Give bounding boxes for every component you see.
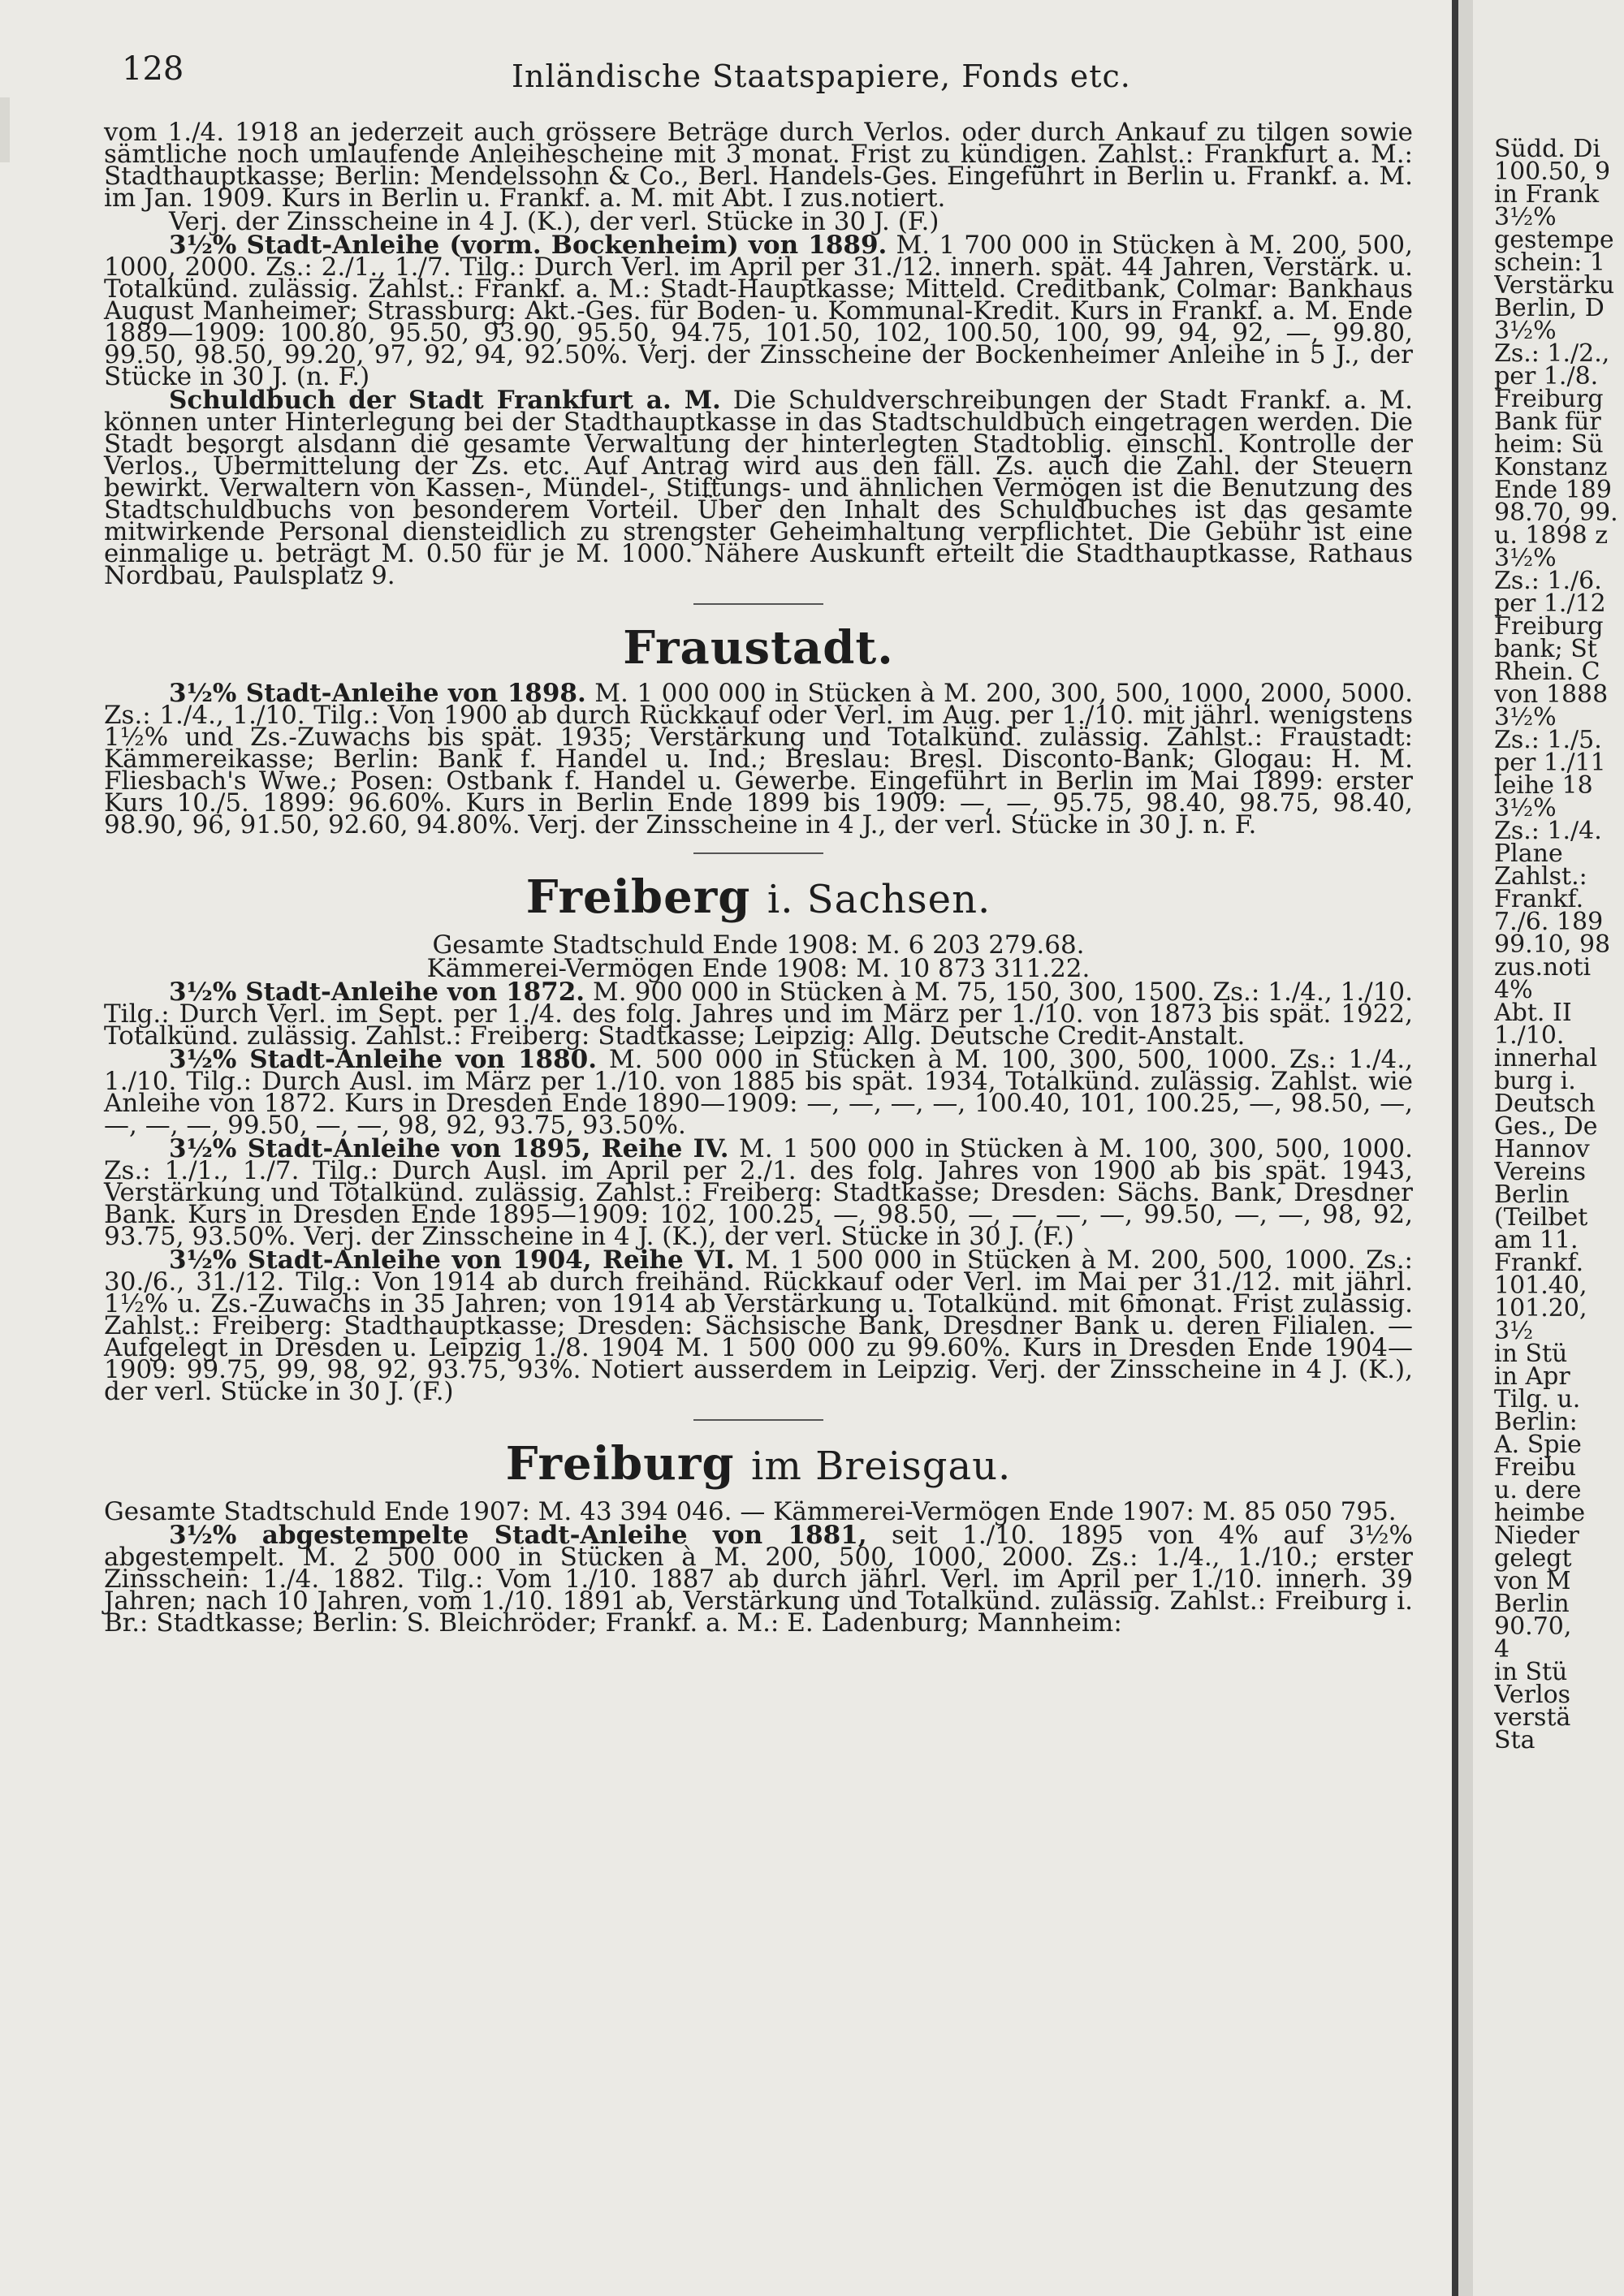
section-title-freiburg bbox=[104, 1439, 1413, 1491]
adjacent-page-line: heimbe bbox=[1494, 1499, 1586, 1527]
loan-text: M. 900 000 in Stücken à M. 75, 150, 300, 1500. Zs.: 1./4., 1./10. Tilg.: Durch Verl. im Sept. per 1./4. des folg. Jahres und im März per 1./10. von 1873 bis spät. 1922, Totalkünd. zulässig. Zahlst.: Freiberg: Stadtkasse; Leipzig: Allg. Deutsche Credit-Anstalt. bbox=[104, 978, 1413, 1051]
adjacent-page-line: Deutsch bbox=[1494, 1090, 1596, 1118]
adjacent-page-line: von M bbox=[1494, 1567, 1571, 1595]
intro-verjaehrung: Verj. der Zinsscheine in 4 J. (K.), der verl. Stücke in 30 J. (F.) bbox=[169, 207, 939, 236]
adjacent-page-line: Berlin bbox=[1494, 1590, 1570, 1618]
adjacent-page-line: 3½% bbox=[1494, 794, 1557, 822]
adjacent-page-line: per 1./12 bbox=[1494, 589, 1606, 618]
loan-text: M. 500 000 in Stücken à M. 100, 300, 500, 1000. Zs.: 1./4., 1./10. Tilg.: Durch Ausl. im März per 1./10. von 1885 bis spät. 1934, Totalkünd. zulässig. Zahlst. wie Anleihe von 1872. Kurs in Dresden Ende 1890—1909: —, —, —, —, 100.40, 101, 100.25, —, 98.50, —, —, —, —, 99.50, —, —, 98, 92, 93.75, 93.50%. bbox=[104, 1045, 1413, 1140]
adjacent-page-line: in Frank bbox=[1494, 180, 1599, 209]
adjacent-page-line: innerhal bbox=[1494, 1044, 1598, 1072]
adjacent-page-line: Zs.: 1./5. bbox=[1494, 726, 1602, 754]
loan-heading: 3½% Stadt-Anleihe von 1898. bbox=[169, 679, 586, 708]
schuldbuch-entry bbox=[104, 386, 1413, 590]
section-divider bbox=[693, 1419, 823, 1421]
section-divider bbox=[693, 603, 823, 605]
freiburg-loan-1881 bbox=[104, 1521, 1413, 1638]
adjacent-page-line: Vereins bbox=[1494, 1158, 1587, 1186]
adjacent-page-line: Frankf. bbox=[1494, 1249, 1584, 1277]
adjacent-page-line: per 1./8. bbox=[1494, 362, 1599, 391]
freiberg-loan-1880 bbox=[104, 1045, 1413, 1140]
adjacent-page-line: 99.10, 98 bbox=[1494, 930, 1611, 959]
adjacent-page-line: gestempe bbox=[1494, 226, 1614, 254]
adjacent-page-line: Berlin bbox=[1494, 1180, 1570, 1209]
loan-text: M. 1 700 000 in Stücken à M. 200, 500, 1000, 2000. Zs.: 2./1., 1./7. Tilg.: Durch Verl. im April per 31./12. innerh. spät. 44 Jahren, Verstärk. u. Totalkünd. zulässig. Zahlst.: Frankf. a. M.: Stadt-Hauptkasse; Mitteld. Creditbank, Colmar: Bankhaus August Manheimer; Strassburg: Akt.-Ges. für Boden- u. Kommunal-Kredit. Kurs in Frankf. a. M. Ende 1889—1909: 100.80, 95.50, 93.90, 95.50, 94.75, 101.50, 102, 100.50, 100, 99, 94, 92, —, 99.80, 99.50, 98.50, 99.20, 97, 92, 94, 92.50%. Verj. der Zinsscheine der Bockenheimer Anleihe in 5 J., der Stücke in 30 J. (n. F.) bbox=[104, 231, 1414, 391]
adjacent-page-line: Berlin: bbox=[1494, 1408, 1578, 1436]
adjacent-page-line: u. dere bbox=[1494, 1476, 1582, 1504]
page-header bbox=[122, 50, 1413, 99]
adjacent-page-line: 4 bbox=[1494, 1635, 1510, 1664]
adjacent-page-line: Tilg. u. bbox=[1494, 1385, 1581, 1413]
bockenheim-loan-entry bbox=[104, 231, 1414, 391]
adjacent-page-line: Zahlst.: bbox=[1494, 862, 1587, 891]
adjacent-page-line: Verlos bbox=[1494, 1681, 1571, 1709]
city-region: im Breisgau. bbox=[750, 1444, 1012, 1489]
adjacent-page-line: in Apr bbox=[1494, 1362, 1570, 1391]
margin-stain bbox=[0, 97, 10, 162]
adjacent-page-line: Nieder bbox=[1494, 1521, 1579, 1550]
adjacent-page-line: 3½% bbox=[1494, 544, 1557, 572]
adjacent-page-line: Verstärku bbox=[1494, 271, 1615, 300]
adjacent-page-line: 3½% bbox=[1494, 203, 1557, 231]
running-title: Inländische Staatspapiere, Fonds etc. bbox=[512, 58, 1131, 94]
adjacent-page-line: Sta bbox=[1494, 1726, 1535, 1752]
section-title-freiberg bbox=[104, 872, 1413, 925]
loan-heading: 3½% Stadt-Anleihe von 1904, Reihe VI. bbox=[169, 1245, 735, 1275]
adjacent-page-line: in Stü bbox=[1494, 1658, 1568, 1686]
adjacent-page-line: Ges., De bbox=[1494, 1112, 1598, 1141]
adjacent-page-line: heim: Sü bbox=[1494, 430, 1604, 459]
adjacent-page-line: 101.40, bbox=[1494, 1271, 1587, 1300]
adjacent-page-line: 100.50, 9 bbox=[1494, 158, 1611, 186]
adjacent-page-line: Hannov bbox=[1494, 1135, 1590, 1163]
adjacent-page-line: Abt. II bbox=[1494, 999, 1572, 1027]
adjacent-page-line: u. 1898 z bbox=[1494, 521, 1609, 550]
adjacent-page-line: verstä bbox=[1494, 1703, 1571, 1732]
assets-line: Kämmerei-Vermögen Ende 1908: M. 10 873 311.22. bbox=[426, 954, 1091, 983]
adjacent-page-line: am 11. bbox=[1494, 1226, 1579, 1254]
adjacent-page-line: 90.70, bbox=[1494, 1612, 1572, 1641]
adjacent-page-line: 7./6. 189 bbox=[1494, 908, 1604, 936]
adjacent-page-line: Freiburg bbox=[1494, 385, 1604, 413]
adjacent-page-line: leihe 18 bbox=[1494, 771, 1593, 800]
loan-text: M. 1 500 000 in Stücken à M. 200, 500, 1000. Zs.: 30./6., 31./12. Tilg.: Von 1914 ab durch freihänd. Rückkauf oder Verl. im Mai per 31./12. mit jährl. 1½% u. Zs.-Zuwachs in 35 Jahren; von 1914 ab Verstärkung u. Totalkünd. mit 6monat. Frist zulässig. Zahlst.: Freiberg: Stadthauptkasse; Dresden: Sächsische Bank, Dresdner Bank u. deren Filialen. — Aufgelegt in Dresden u. Leipzig 1./8. 1904 M. 1 500 000 zu 99.60%. Kurs in Dresden Ende 1904—1909: 99.75, 99, 98, 92, 93.75, 93%. Notiert ausserdem in Leipzig. Verj. der Zinsscheine in 4 J. (K.), der verl. Stücke in 30 J. (F.) bbox=[104, 1245, 1413, 1406]
total-debt-line: Gesamte Stadtschuld Ende 1907: M. 43 394 046. — Kämmerei-Vermögen Ende 1907: M. 85 050 795. bbox=[104, 1497, 1397, 1526]
adjacent-page-line: (Teilbet bbox=[1494, 1203, 1588, 1232]
adjacent-page-line: 3½% bbox=[1494, 317, 1557, 345]
adjacent-page-line: Freibu bbox=[1494, 1453, 1577, 1482]
loan-heading: Schuldbuch der Stadt Frankfurt a. M. bbox=[169, 386, 721, 415]
adjacent-page-line: Südd. Di bbox=[1494, 138, 1601, 163]
section-title-fraustadt: Fraustadt. bbox=[623, 621, 894, 675]
fraustadt-loan-entry bbox=[104, 679, 1413, 839]
adjacent-page-line: Berlin, D bbox=[1494, 294, 1605, 322]
loan-text: seit 1./10. 1895 von 4% auf 3½% abgestempelt. M. 2 500 000 in Stücken à M. 200, 500, 1000, 2000. Zs.: 1./4., 1./10.; erster Zinsschein: 1./4. 1882. Tilg.: Vom 1./10. 1887 ab durch jährl. Verl. im April per 1./10. innerh. 39 Jahren; nach 10 Jahren, vom 1./10. 1891 ab, Verstärkung und Totalkünd. zulässig. Zahlst.: Freiburg i. Br.: Stadtkasse; Berlin: S. Bleichröder; Frankf. a. M.: E. Ladenburg; Mannheim: bbox=[104, 1521, 1413, 1638]
adjacent-page-column bbox=[1494, 138, 1624, 1752]
adjacent-page-line: zus.noti bbox=[1494, 953, 1592, 982]
adjacent-page-line: A. Spie bbox=[1494, 1431, 1582, 1459]
section-divider bbox=[693, 852, 823, 854]
adjacent-page-line: Rhein. C bbox=[1494, 658, 1600, 686]
main-column bbox=[104, 118, 1414, 1638]
adjacent-page-line: Zs.: 1./2., bbox=[1494, 339, 1610, 368]
city-name: Freiburg bbox=[505, 1437, 735, 1491]
adjacent-page-line: von 1888 bbox=[1494, 680, 1609, 709]
adjacent-page-line: 3½ bbox=[1494, 1317, 1534, 1345]
intro-paragraph: vom 1./4. 1918 an jederzeit auch grössere Beträge durch Verlos. oder durch Ankauf zu tilgen sowie sämtliche noch umlaufende Anleihescheine mit 3 monat. Frist zu kündigen. Zahlst.: Frankfurt a. M.: Stadthauptkasse; Berlin: Mendelssohn & Co., Berl. Handels-Ges. Eingeführt in Berlin u. Frankf. a. M. im Jan. 1909. Kurs in Berlin u. Frankf. a. M. mit Abt. I zus.notiert. bbox=[104, 118, 1413, 213]
loan-heading: 3½% Stadt-Anleihe (vorm. Bockenheim) von 1889. bbox=[169, 231, 888, 260]
adjacent-page-line: Frankf. bbox=[1494, 885, 1584, 913]
loan-heading: 3½% Stadt-Anleihe von 1895, Reihe IV. bbox=[169, 1134, 729, 1163]
loan-heading: 3½% Stadt-Anleihe von 1880. bbox=[169, 1045, 598, 1074]
adjacent-page-line: burg i. bbox=[1494, 1067, 1576, 1095]
book-gutter bbox=[1452, 0, 1458, 2296]
city-name: Freiberg bbox=[525, 870, 751, 924]
total-debt-line: Gesamte Stadtschuld Ende 1908: M. 6 203 279.68. bbox=[432, 930, 1085, 960]
adjacent-page-line: 1./10. bbox=[1494, 1021, 1565, 1050]
loan-heading: 3½% Stadt-Anleihe von 1872. bbox=[169, 978, 585, 1007]
city-region: i. Sachsen. bbox=[767, 877, 991, 922]
adjacent-page-line: Zs.: 1./6. bbox=[1494, 567, 1602, 595]
adjacent-page-line: Konstanz bbox=[1494, 453, 1608, 481]
adjacent-page-line: 4% bbox=[1494, 976, 1533, 1004]
page-number: 128 bbox=[122, 50, 184, 88]
gutter-shadow bbox=[1458, 0, 1473, 2296]
loan-text: M. 1 500 000 in Stücken à M. 100, 300, 500, 1000. Zs.: 1./1., 1./7. Tilg.: Durch Ausl. im April per 2./1. des folg. Jahres von 1900 ab bis spät. 1943, Verstärkung und Totalkünd. zulässig. Zahlst.: Freiberg: Stadtkasse; Dresden: Sächs. Bank, Dresdner Bank. Kurs in Dresden Ende 1895—1909: 102, 100.25, —, 98.50, —, —, —, —, 99.50, —, —, 98, 92, 93.75, 93.50%. Verj. der Zinsscheine in 4 J. (K.), der verl. Stücke in 30 J. (F.) bbox=[104, 1134, 1413, 1251]
freiberg-loan-1904 bbox=[104, 1245, 1413, 1406]
adjacent-page-line: Ende 189 bbox=[1494, 476, 1612, 504]
adjacent-page-line: in Stü bbox=[1494, 1340, 1568, 1368]
loan-text: M. 1 000 000 in Stücken à M. 200, 300, 500, 1000, 2000, 5000. Zs.: 1./4., 1./10. Tilg.: Von 1900 ab durch Rückkauf oder Verl. im Aug. per 1./10. mit jährl. wenigstens 1½% und Zs.-Zuwachs bis spät. 1935; Verstärkung und Totalkünd. zulässig. Zahlst.: Fraustadt: Kämmereikasse; Berlin: Bank f. Handel u. Ind.; Breslau: Bresl. Disconto-Bank; Glogau: H. M. Fliesbach's Wwe.; Posen: Ostbank f. Handel u. Gewerbe. Eingeführt in Berlin im Mai 1899: erster Kurs 10./5. 1899: 96.60%. Kurs in Berlin Ende 1899 bis 1909: —, —, 95.75, 98.40, 98.75, 98.40, 98.90, 96, 91.50, 92.60, 94.80%. Verj. der Zinsscheine in 4 J., der verl. Stücke in 30 J. n. F. bbox=[104, 679, 1413, 839]
loan-text: Die Schuldverschreibungen der Stadt Frankf. a. M. können unter Hinterlegung bei der Stadthauptkasse in das Stadtschuldbuch eingetragen werden. Die Stadt besorgt alsdann die gesamte Verwaltung der hinterlegten Stadtoblig. einschl. Kontrolle der Verlos., Übermittelung der Zs. etc. Auf Antrag wird aus den fäll. Zs. auch die Zahl. der Steuern bewirkt. Verwaltern von Kassen-, Mündel-, Stiftungs- und ähnlichen Vermögen ist die Benutzung des Stadtschuldbuchs von besonderem Vorteil. Über den Inhalt des Schuldbuches ist das gesamte mitwirkende Personal diensteidlich zu strengster Geheimhaltung verpflichtet. Die Gebühr ist eine einmalige u. beträgt M. 0.50 für je M. 1000. Nähere Auskunft erteilt die Stadthauptkasse, Rathaus Nordbau, Paulsplatz 9. bbox=[104, 386, 1413, 590]
freiberg-loan-1872 bbox=[104, 978, 1413, 1051]
loan-heading: 3½% abgestempelte Stadt-Anleihe von 1881, bbox=[169, 1521, 867, 1550]
adjacent-page-line: 98.70, 99. bbox=[1494, 498, 1618, 527]
adjacent-page-line: Bank für bbox=[1494, 408, 1601, 436]
adjacent-page-line: schein: 1 bbox=[1494, 248, 1605, 277]
adjacent-page-line: 3½% bbox=[1494, 703, 1557, 732]
adjacent-page-line: Freiburg bbox=[1494, 612, 1604, 641]
adjacent-page-line: bank; St bbox=[1494, 635, 1597, 663]
freiberg-loan-1895 bbox=[104, 1134, 1413, 1251]
adjacent-page-line: per 1./11 bbox=[1494, 749, 1606, 777]
adjacent-page-line: Zs.: 1./4. bbox=[1494, 817, 1602, 845]
adjacent-page-line: Plane bbox=[1494, 839, 1563, 868]
adjacent-page-line: gelegt bbox=[1494, 1544, 1572, 1573]
adjacent-page-line: 101.20, bbox=[1494, 1294, 1587, 1323]
